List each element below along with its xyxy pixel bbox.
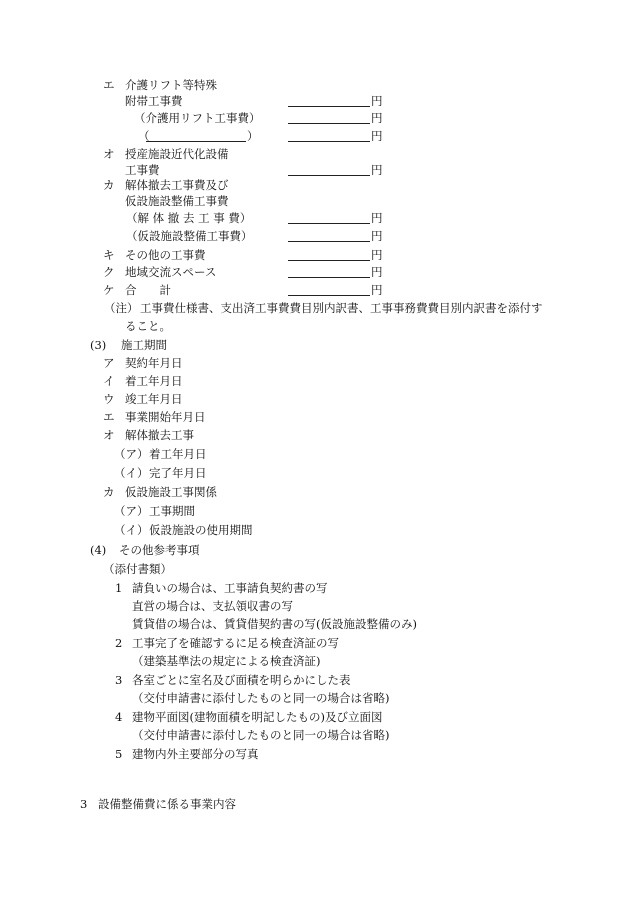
item-e-sub1-unit: 円 [371, 111, 383, 125]
item-e-amount-blank[interactable] [288, 106, 370, 107]
item-ku-unit: 円 [371, 265, 383, 279]
attachment-text: （建築基準法の規定による検査済証) [132, 654, 321, 668]
item-o-unit: 円 [371, 163, 383, 177]
period-subitem-label: 完了年月日 [149, 466, 207, 480]
note-text: 工事費仕様書、支出済工事費費目別内訳書、工事事務費費目別内訳書を添付す [140, 301, 543, 315]
period-subitem-label: 工事期間 [149, 504, 195, 518]
item-e-unit: 円 [371, 94, 383, 108]
period-subitem-label: 仮設施設の使用期間 [149, 523, 253, 537]
item-ka-sub1-unit: 円 [371, 211, 383, 225]
period-subitem-mark: （ア） [114, 447, 149, 461]
item-ku-amount-blank[interactable] [288, 277, 370, 278]
period-item-label: 事業開始年月日 [125, 410, 206, 424]
item-e-sub1-amount-blank[interactable] [288, 123, 370, 124]
item-e-sub2-name-blank[interactable] [146, 141, 246, 142]
period-item-mark: ア [103, 356, 115, 370]
item-e-sub1-label: （介護用リフト工事費） [134, 111, 261, 125]
period-item-mark: イ [103, 374, 115, 388]
attachment-text: 建物平面図(建物面積を明記したもの)及び立面図 [132, 710, 383, 724]
period-subitem-label: 着工年月日 [149, 447, 207, 461]
item-ka-label-cont: 仮設施設整備工事費 [125, 194, 229, 208]
item-e-label: 介護リフト等特殊 [125, 78, 217, 92]
period-item-label: 竣工年月日 [125, 392, 183, 406]
attachment-text: （交付申請書に添付したものと同一の場合は省略) [132, 728, 390, 742]
period-subitem-mark: （ア） [114, 504, 149, 518]
item-ka-mark: カ [103, 178, 115, 192]
note-mark: （注） [104, 301, 139, 315]
item-ka-label: 解体撤去工事費及び [125, 178, 229, 192]
attachments-heading: （添付書類） [103, 562, 172, 576]
item-e-label-cont: 附帯工事費 [125, 94, 183, 108]
item-ka-sub1-label: （解 体 撤 去 工 事 費） [126, 211, 252, 225]
item-e-sub2-unit: 円 [371, 129, 383, 143]
attachment-text: 賃貸借の場合は、賃貸借契約書の写(仮設施設整備のみ) [132, 617, 417, 631]
attachment-text: 各室ごとに室名及び面積を明らかにした表 [132, 673, 351, 687]
attachment-number: 3 [115, 673, 123, 687]
item-ke-amount-blank[interactable] [288, 295, 370, 296]
period-heading-num: (3) [90, 338, 107, 352]
period-item-mark: エ [103, 410, 115, 424]
period-subitem-mark: （イ） [114, 523, 149, 537]
period-item-label: 解体撤去工事 [125, 428, 194, 442]
item-ku-label: 地域交流スペース [125, 265, 217, 279]
section-3-title: 設備整備費に係る事業内容 [98, 797, 236, 811]
item-ki-amount-blank[interactable] [288, 260, 370, 261]
period-item-label: 仮設施設工事関係 [125, 485, 217, 499]
reference-heading-num: (4) [90, 543, 107, 557]
period-item-label: 契約年月日 [125, 356, 183, 370]
period-heading: 施工期間 [121, 338, 167, 352]
item-ki-mark: キ [103, 248, 115, 262]
reference-heading: その他参考事項 [119, 543, 200, 557]
item-ke-unit: 円 [371, 283, 383, 297]
item-ke-label: 合 計 [125, 283, 171, 297]
attachment-text: 工事完了を確認するに足る検査済証の写 [132, 636, 339, 650]
section-3-number: 3 [80, 797, 88, 811]
note-text-cont: ること。 [125, 319, 171, 333]
item-e-sub2-close-paren: ） [247, 129, 259, 143]
item-ke-mark: ケ [103, 283, 115, 297]
item-ka-sub2-label: （仮設施設整備工事費） [126, 229, 253, 243]
period-item-mark: オ [103, 428, 115, 442]
attachment-number: 5 [115, 747, 123, 761]
item-o-label-cont: 工事費 [125, 163, 160, 177]
period-item-label: 着工年月日 [125, 374, 183, 388]
attachment-text: 請負いの場合は、工事請負契約書の写 [132, 581, 328, 595]
item-e-sub2-open-paren: （ [138, 129, 150, 143]
item-e-mark: エ [103, 78, 115, 92]
item-o-amount-blank[interactable] [288, 175, 370, 176]
period-subitem-mark: （イ） [114, 466, 149, 480]
item-ka-sub2-unit: 円 [371, 229, 383, 243]
period-item-mark: ウ [103, 392, 115, 406]
period-item-mark: カ [103, 485, 115, 499]
attachment-text: 直営の場合は、支払領収書の写 [132, 599, 293, 613]
attachment-number: 2 [115, 636, 123, 650]
item-ka-sub2-amount-blank[interactable] [288, 241, 370, 242]
attachment-number: 1 [115, 581, 123, 595]
attachment-text: （交付申請書に添付したものと同一の場合は省略) [132, 691, 390, 705]
item-ki-unit: 円 [371, 248, 383, 262]
item-ku-mark: ク [103, 265, 115, 279]
item-e-sub2-amount-blank[interactable] [288, 141, 370, 142]
item-o-mark: オ [103, 147, 115, 161]
attachment-number: 4 [115, 710, 123, 724]
attachment-text: 建物内外主要部分の写真 [132, 747, 259, 761]
item-o-label: 授産施設近代化設備 [125, 147, 229, 161]
item-ki-label: その他の工事費 [125, 248, 206, 262]
item-ka-sub1-amount-blank[interactable] [288, 223, 370, 224]
